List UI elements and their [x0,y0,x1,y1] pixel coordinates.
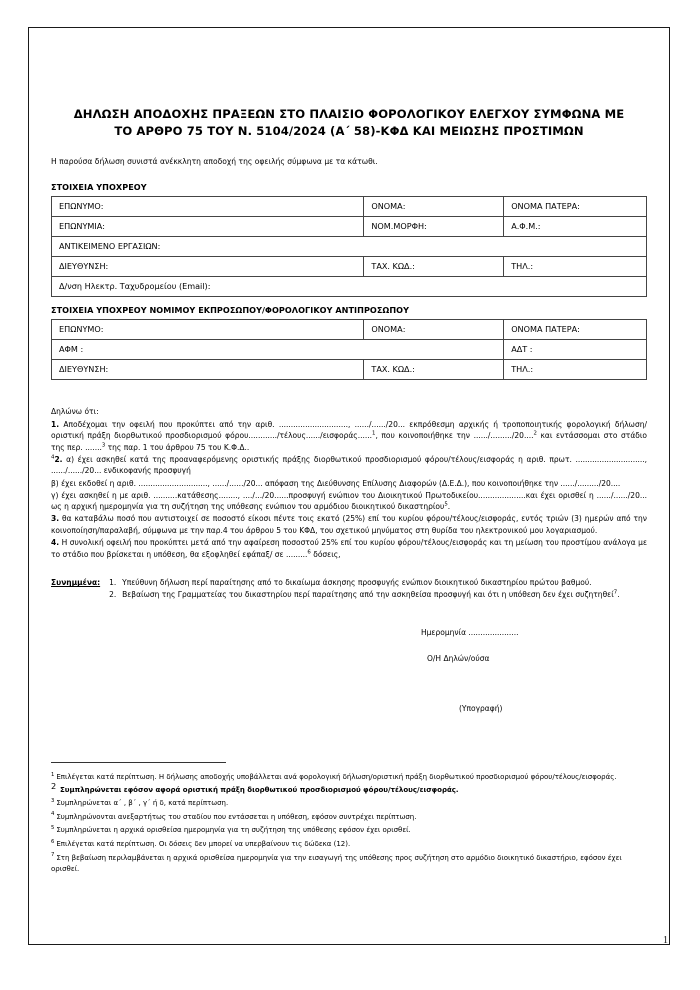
footnote-4-mark: 4 [51,811,55,818]
declaration-item-2b: β) έχει εκδοθεί η αριθ. ............................., ....../....../20... απόφαση της Διεύθυνσης Επίλυσης Διαφορών (Δ.Ε.Δ.), που κοινοποιήθηκε την ....../........./20.... [51,478,621,488]
footnote-3 [51,798,635,809]
field-label-afm[interactable]: Α.Φ.Μ.: [504,217,647,237]
footnote-6-text: Επιλέγεται κατά περίπτωση. Οι δόσεις δεν μπορεί να υπερβαίνουν τις δώδεκα (12). [56,839,351,848]
footnote-2: 2 Συμπληρώνεται εφόσον αφορά οριστική πράξη διορθωτικού προσδιορισμού φόρου/τέλους/εισφοράς. [51,786,635,796]
page-title-line-2: ΤΟ ΑΡΘΡΟ 75 ΤΟΥ Ν. 5104/2024 (Α΄ 58)-ΚΦΔ ΚΑΙ ΜΕΙΩΣΗΣ ΠΡΟΣΤΙΜΩΝ [114,124,584,138]
declaration-item-2 [51,454,647,477]
field-label-companyname[interactable]: ΕΠΩΝΥΜΙΑ: [52,217,364,237]
footnote-ref-5: 5 [444,501,448,508]
document-page [28,27,670,945]
list-item [109,589,647,601]
declaration-item-3-number: 3. [51,514,60,524]
signature-block [51,627,647,714]
table-row [52,360,647,380]
attachment-text-2-body: Βεβαίωση της Γραμματείας του δικαστηρίου περί παραίτησης από την ασκηθείσα προσφυγή και ότι η υπόθεση δεν έχει συζητηθεί [122,589,614,599]
declaration-body [51,406,647,560]
field-label-email[interactable]: Δ/νση Ηλεκτρ. Ταχυδρομείου (Email): [52,277,647,297]
footnote-3-text: Συμπληρώνεται α΄ , β΄ , γ΄ ή δ, κατά περίπτωση. [56,799,229,808]
table-row [52,340,647,360]
field-label-firstname[interactable]: ΟΝΟΜΑ: [364,197,504,217]
taxpayer-details-table [51,196,647,297]
intro-text: Η παρούσα δήλωση συνιστά ανέκκλητη αποδοχή της οφειλής σύμφωνα με τα κάτωθι. [51,157,378,166]
rep-field-label-phone[interactable]: ΤΗΛ.: [504,360,647,380]
attachment-index-1: 1. [109,578,117,588]
footnote-ref-6: 6 [307,549,311,556]
declaration-item-2c-end: . [447,502,451,512]
attachments-section [51,577,647,600]
footnote-ref-2: 2 [533,430,537,437]
attachments-list [109,577,647,600]
footnote-ref-3: 3 [101,442,106,449]
field-label-fathername[interactable]: ΟΝΟΜΑ ΠΑΤΕΡΑ: [504,197,647,217]
declaration-item-1-text-b: , που κοινοποιήθηκε την ....../........./20.... [375,431,534,441]
attachments-label: Συνημμένα: [51,578,101,588]
attachment-text-2 [122,589,647,601]
footnote-ref-1: 1 [372,430,376,437]
footnote-1-text: Επιλέγεται κατά περίπτωση. Η δήλωσης αποδοχής υποβάλλεται ανά φορολογική δήλωση/οριστική πράξη διορθωτικού προσδιορισμού φόρου/τέλους/εισφοράς. [56,773,617,781]
page-title-line-1: ΔΗΛΩΣΗ ΑΠΟΔΟΧΗΣ ΠΡΑΞΕΩΝ ΣΤΟ ΠΛΑΙΣΙΟ ΦΟΡΟΛΟΓΙΚΟΥ ΕΛΕΓΧΟΥ ΣΥΜΦΩΝΑ ΜΕ [73,107,625,121]
declaration-item-4 [51,537,647,560]
declaration-item-3 [51,513,647,536]
attachment-index-2: 2. [109,589,117,599]
section-heading-representative: ΣΤΟΙΧΕΙΑ ΥΠΟΧΡΕΟΥ ΝΟΜΙΜΟΥ ΕΚΠΡΟΣΩΠΟΥ/ΦΟΡΟΛΟΓΙΚΟΥ ΑΝΤΙΠΡΟΣΩΠΟΥ [51,305,410,315]
footnote-6 [51,839,635,850]
footnote-7 [51,853,635,876]
rep-field-label-fathername[interactable]: ΟΝΟΜΑ ΠΑΤΕΡΑ: [504,320,647,340]
rep-field-label-afm[interactable]: ΑΦΜ : [52,340,504,360]
declaration-item-4-text-b: δόσεις, [310,549,341,559]
footnote-7-text: Στη βεβαίωση περιλαμβάνεται η αρχικά ορισθείσα ημερομηνία για την εισαγωγή της υπόθεσης προς συζήτηση στο αρμόδιο διοικητικό δικαστήριο, εφόσον έχει ορισθεί. [51,853,622,873]
declaration-item-1-text-c: και εντάσσομαι στο στάδιο της περ. ....... [51,431,647,452]
rep-field-label-adt[interactable]: ΑΔΤ : [504,340,647,360]
signature-caption: (Υπογραφή) [459,703,503,713]
declaration-item-4-number: 4. [51,538,60,548]
page-number: 1 [663,935,668,946]
footnote-separator [51,762,226,763]
section-heading-taxpayer: ΣΤΟΙΧΕΙΑ ΥΠΟΧΡΕΟΥ [51,182,147,192]
field-label-address[interactable]: ΔΙΕΥΘΥΝΣΗ: [52,257,364,277]
footnote-6-mark: 6 [51,838,55,845]
footnote-3-mark: 3 [51,797,55,804]
footnote-5 [51,825,635,836]
footnote-4 [51,812,635,823]
footnote-ref-7: 7 [613,589,618,596]
rep-field-label-postcode[interactable]: ΤΑΧ. ΚΩΔ.: [364,360,504,380]
declaration-item-4-text-a: Η συνολική οφειλή που προκύπτει μετά από την αφαίρεση ποσοστού 25% επί του κυρίου φόρου/τέλους/εισφοράς και τη μείωση του προστίμου ανάλογα με το στάδιο που βρίσκεται η υπόθεση, θα εξοφληθεί εφάπαξ/ σε ......... [51,538,647,559]
attachment-text-1: Υπεύθυνη δήλωση περί παραίτησης από το δικαίωμα άσκησης προσφυγής ενώπιον διοικητικού δικαστηρίου πρώτου βαθμού. [122,578,592,588]
field-label-surname[interactable]: ΕΠΩΝΥΜΟ: [52,197,364,217]
table-row [52,277,647,297]
table-row [52,257,647,277]
declaration-item-1-text-d: της παρ. 1 του άρθρου 75 του Κ.Φ.Δ.. [105,442,250,452]
rep-field-label-address[interactable]: ΔΙΕΥΘΥΝΣΗ: [52,360,364,380]
declaration-item-1-number: 1. [51,419,60,429]
footnote-5-mark: 5 [51,825,55,832]
page-content [51,28,647,944]
table-row [52,320,647,340]
footnote-2-text: Συμπληρώνεται εφόσον αφορά οριστική πράξη διορθωτικού προσδιορισμού φόρου/τέλους/εισφοράς. [60,785,459,794]
footnote-ref-4: 4 [51,454,55,461]
field-label-postcode[interactable]: ΤΑΧ. ΚΩΔ.: [364,257,504,277]
declaration-lead: Δηλώνω ότι: [51,407,99,416]
representative-details-table [51,319,647,380]
declaration-item-2-text-a: α) έχει ασκηθεί κατά της προαναφερόμενης οριστικής πράξης διορθωτικού προσδιορισμού φόρου/τέλους/εισφοράς η αριθ. πρωτ. ............................., ....../....../20... ενδικοφανής προσφυγή [51,454,647,476]
declaration-item-2-number: 2. [54,454,63,464]
table-row [52,237,647,257]
footnotes-section [51,772,635,878]
footnote-7-mark: 7 [51,852,55,859]
table-row [52,217,647,237]
date-field[interactable]: Ημερομηνία ..................... [421,628,519,638]
attachment-text-2-tail: . [617,589,620,599]
declaration-item-3-text: θα καταβάλω ποσό που αντιστοιχεί σε ποσοστό είκοσι πέντε τοις εκατό (25%) επί του κυρίου φόρου/τέλους/εισφοράς, εντός τριών (3) ημερών από την κοινοποίηση/παραλαβή, σύμφωνα με την παρ.4 του άρθρου 5 του ΚΦΔ, του σχετικού μηνύματος στη θυρίδα του ηλεκτρονικού μου λογαριασμού. [51,514,647,535]
field-label-phone[interactable]: ΤΗΛ.: [504,257,647,277]
field-label-legalform[interactable]: ΝΟΜ.ΜΟΡΦΗ: [364,217,504,237]
footnote-5-text: Συμπληρώνεται η αρχικά ορισθείσα ημερομηνία για τη συζήτηση της υπόθεσης εφόσον έχει ορισθεί. [56,826,411,835]
declaration-item-1 [51,419,647,454]
rep-field-label-surname[interactable]: ΕΠΩΝΥΜΟ: [52,320,364,340]
page-title [51,106,647,140]
rep-field-label-firstname[interactable]: ΟΝΟΜΑ: [364,320,504,340]
field-label-business-activity[interactable]: ΑΝΤΙΚΕΙΜΕΝΟ ΕΡΓΑΣΙΩΝ: [52,237,647,257]
declarant-label: Ο/Η Δηλών/ούσα [427,654,490,663]
list-item [109,577,647,589]
footnote-1 [51,772,635,783]
footnote-1-mark: 1 [51,771,55,778]
table-row [52,197,647,217]
declaration-item-1-text-a: Αποδέχομαι την οφειλή που προκύπτει από την αριθ. ............................., ....../....../20... εκπρόθεσμη αρχικής ή τροποποιητικής φορολογική δήλωση/οριστική πράξη διορθωτικού προσδιορισμού φόρου............/τέλους....../εισφοράς...... [51,419,647,441]
declaration-item-2c [51,490,647,513]
declaration-item-2c-text: γ) έχει ασκηθεί η με αριθ. ..........κατάθεσης........, ..../.../20......προσφυγή ενώπιον του Διοικητικού Πρωτοδικείου....................και έχει ορισθεί η ....../....../20... ως η αρχική ημερομηνία για τη συζήτηση της υπόθεσης ενώπιον του αρμόδιου διοικητικού δικαστηρίου [51,490,647,512]
footnote-4-text: Συμπληρώνονται ανεξαρτήτως του σταδίου που εντάσσεται η υπόθεση, εφόσον συντρέχει περίπτωση. [56,812,417,821]
